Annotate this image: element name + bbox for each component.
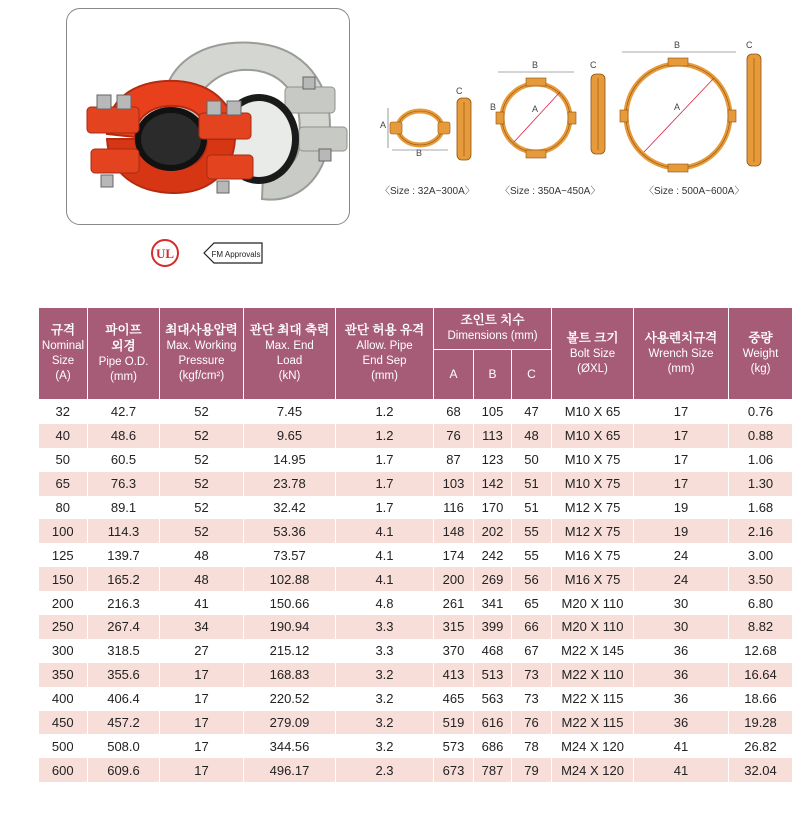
cell-dim-a: 116 xyxy=(434,496,474,520)
cell-end-sep: 4.1 xyxy=(336,543,434,567)
fm-approvals-mark xyxy=(202,238,264,273)
cell-max-pressure: 17 xyxy=(160,758,244,782)
cell-bolt-size: M22 X 110 xyxy=(552,663,634,687)
cell-max-end-load: 53.36 xyxy=(244,519,336,543)
cell-max-pressure: 52 xyxy=(160,519,244,543)
cell-nominal-size: 80 xyxy=(39,496,88,520)
cell-wrench-size: 30 xyxy=(634,591,729,615)
cell-nominal-size: 500 xyxy=(39,734,88,758)
cell-dim-c: 55 xyxy=(512,519,552,543)
cell-max-end-load: 279.09 xyxy=(244,711,336,735)
cell-pipe-od: 60.5 xyxy=(88,448,160,472)
cell-end-sep: 1.7 xyxy=(336,472,434,496)
table-row xyxy=(39,543,793,567)
spec-table xyxy=(38,307,793,782)
cell-max-end-load: 344.56 xyxy=(244,734,336,758)
table-row xyxy=(39,567,793,591)
cell-bolt-size: M12 X 75 xyxy=(552,519,634,543)
table-row xyxy=(39,496,793,520)
header-weight: 중량 Weight (kg) xyxy=(729,308,793,400)
cell-pipe-od: 89.1 xyxy=(88,496,160,520)
cell-weight: 12.68 xyxy=(729,639,793,663)
cell-dim-c: 55 xyxy=(512,543,552,567)
cell-dim-b: 787 xyxy=(474,758,512,782)
svg-text:B: B xyxy=(674,40,681,50)
cell-max-end-load: 7.45 xyxy=(244,400,336,424)
cell-pipe-od: 609.6 xyxy=(88,758,160,782)
header-max-pressure: 최대사용압력 Max. Working Pressure (kgf/cm²) xyxy=(160,308,244,400)
cell-pipe-od: 457.2 xyxy=(88,711,160,735)
cell-weight: 19.28 xyxy=(729,711,793,735)
diagram-caption-small: 〈Size : 32A~300A〉 xyxy=(380,186,475,197)
cell-max-pressure: 52 xyxy=(160,424,244,448)
cell-dim-a: 148 xyxy=(434,519,474,543)
cell-wrench-size: 36 xyxy=(634,687,729,711)
cell-bolt-size: M22 X 115 xyxy=(552,711,634,735)
cell-dim-a: 673 xyxy=(434,758,474,782)
cell-dim-a: 200 xyxy=(434,567,474,591)
cell-max-pressure: 41 xyxy=(160,591,244,615)
cell-max-end-load: 9.65 xyxy=(244,424,336,448)
cell-weight: 1.06 xyxy=(729,448,793,472)
cell-nominal-size: 450 xyxy=(39,711,88,735)
cell-nominal-size: 65 xyxy=(39,472,88,496)
cell-dim-b: 123 xyxy=(474,448,512,472)
cell-nominal-size: 125 xyxy=(39,543,88,567)
cell-dim-b: 686 xyxy=(474,734,512,758)
cell-nominal-size: 600 xyxy=(39,758,88,782)
fm-mark-text: FM Approvals xyxy=(211,250,261,259)
cell-dim-c: 47 xyxy=(512,400,552,424)
cell-dim-b: 269 xyxy=(474,567,512,591)
header-dim-c: C xyxy=(512,350,552,400)
cell-max-pressure: 52 xyxy=(160,472,244,496)
cell-pipe-od: 508.0 xyxy=(88,734,160,758)
cell-max-pressure: 52 xyxy=(160,496,244,520)
svg-text:A: A xyxy=(532,104,539,114)
svg-text:C: C xyxy=(590,60,597,70)
cell-wrench-size: 36 xyxy=(634,711,729,735)
cell-bolt-size: M20 X 110 xyxy=(552,615,634,639)
cell-dim-a: 174 xyxy=(434,543,474,567)
cell-end-sep: 4.1 xyxy=(336,519,434,543)
cell-max-pressure: 48 xyxy=(160,567,244,591)
cell-dim-b: 513 xyxy=(474,663,512,687)
cell-max-end-load: 150.66 xyxy=(244,591,336,615)
cell-dim-b: 105 xyxy=(474,400,512,424)
cell-dim-a: 519 xyxy=(434,711,474,735)
cell-dim-b: 242 xyxy=(474,543,512,567)
cell-bolt-size: M12 X 75 xyxy=(552,496,634,520)
cell-max-pressure: 17 xyxy=(160,734,244,758)
cell-bolt-size: M10 X 65 xyxy=(552,424,634,448)
cell-pipe-od: 406.4 xyxy=(88,687,160,711)
svg-text:C: C xyxy=(456,86,463,96)
cell-weight: 18.66 xyxy=(729,687,793,711)
cell-weight: 6.80 xyxy=(729,591,793,615)
cell-bolt-size: M22 X 115 xyxy=(552,687,634,711)
cell-end-sep: 3.2 xyxy=(336,734,434,758)
cell-dim-a: 103 xyxy=(434,472,474,496)
cell-pipe-od: 355.6 xyxy=(88,663,160,687)
cell-dim-a: 87 xyxy=(434,448,474,472)
table-row xyxy=(39,687,793,711)
cell-end-sep: 3.2 xyxy=(336,711,434,735)
cell-end-sep: 3.3 xyxy=(336,615,434,639)
diagram-medium-side xyxy=(586,60,610,165)
cell-pipe-od: 216.3 xyxy=(88,591,160,615)
cell-dim-c: 73 xyxy=(512,663,552,687)
cell-weight: 3.00 xyxy=(729,543,793,567)
cell-end-sep: 1.7 xyxy=(336,448,434,472)
product-photo xyxy=(66,8,350,225)
cell-bolt-size: M22 X 145 xyxy=(552,639,634,663)
cell-dim-c: 48 xyxy=(512,424,552,448)
header-dim-b: B xyxy=(474,350,512,400)
table-row xyxy=(39,591,793,615)
diagram-medium-coupling xyxy=(486,60,586,175)
cell-pipe-od: 267.4 xyxy=(88,615,160,639)
cell-dim-a: 413 xyxy=(434,663,474,687)
cell-weight: 8.82 xyxy=(729,615,793,639)
ul-mark-text: UL xyxy=(155,246,175,261)
svg-text:A: A xyxy=(380,120,387,130)
cell-max-pressure: 17 xyxy=(160,663,244,687)
cell-end-sep: 4.1 xyxy=(336,567,434,591)
cell-dim-c: 51 xyxy=(512,472,552,496)
svg-text:B: B xyxy=(490,102,497,112)
cell-nominal-size: 50 xyxy=(39,448,88,472)
header-end-sep: 관단 허용 유격 Allow. Pipe End Sep (mm) xyxy=(336,308,434,400)
cell-dim-a: 68 xyxy=(434,400,474,424)
cell-dim-b: 170 xyxy=(474,496,512,520)
cell-end-sep: 4.8 xyxy=(336,591,434,615)
table-row xyxy=(39,424,793,448)
cell-wrench-size: 36 xyxy=(634,639,729,663)
cell-bolt-size: M10 X 75 xyxy=(552,472,634,496)
cell-bolt-size: M16 X 75 xyxy=(552,543,634,567)
cell-weight: 0.76 xyxy=(729,400,793,424)
cell-wrench-size: 41 xyxy=(634,734,729,758)
cell-dim-b: 341 xyxy=(474,591,512,615)
cell-dim-c: 66 xyxy=(512,615,552,639)
table-row xyxy=(39,400,793,424)
cell-pipe-od: 42.7 xyxy=(88,400,160,424)
cell-bolt-size: M24 X 120 xyxy=(552,758,634,782)
cell-weight: 2.16 xyxy=(729,519,793,543)
cell-dim-b: 113 xyxy=(474,424,512,448)
header-pipe-od: 파이프 외경 Pipe O.D. (mm) xyxy=(88,308,160,400)
cell-nominal-size: 150 xyxy=(39,567,88,591)
cell-max-end-load: 496.17 xyxy=(244,758,336,782)
cell-max-pressure: 52 xyxy=(160,400,244,424)
table-row xyxy=(39,639,793,663)
cell-dim-b: 142 xyxy=(474,472,512,496)
ul-certification-mark xyxy=(150,238,180,273)
diagram-large-coupling xyxy=(618,40,740,181)
header-dim-a: A xyxy=(434,350,474,400)
cell-bolt-size: M16 X 75 xyxy=(552,567,634,591)
cell-nominal-size: 400 xyxy=(39,687,88,711)
cell-pipe-od: 318.5 xyxy=(88,639,160,663)
cell-nominal-size: 40 xyxy=(39,424,88,448)
cell-dim-a: 370 xyxy=(434,639,474,663)
cell-weight: 32.04 xyxy=(729,758,793,782)
cell-nominal-size: 200 xyxy=(39,591,88,615)
cell-dim-a: 315 xyxy=(434,615,474,639)
cell-pipe-od: 165.2 xyxy=(88,567,160,591)
cell-dim-c: 76 xyxy=(512,711,552,735)
diagram-caption-large: 〈Size : 500A~600A〉 xyxy=(644,186,745,197)
spec-table-body xyxy=(39,400,793,783)
cell-end-sep: 3.2 xyxy=(336,663,434,687)
diagram-large-side xyxy=(742,40,766,175)
cell-end-sep: 1.2 xyxy=(336,424,434,448)
cell-max-end-load: 220.52 xyxy=(244,687,336,711)
cell-max-pressure: 52 xyxy=(160,448,244,472)
svg-text:B: B xyxy=(416,148,423,158)
table-row xyxy=(39,663,793,687)
cell-weight: 16.64 xyxy=(729,663,793,687)
cell-dim-c: 50 xyxy=(512,448,552,472)
table-row xyxy=(39,472,793,496)
cell-max-end-load: 14.95 xyxy=(244,448,336,472)
cell-dim-c: 67 xyxy=(512,639,552,663)
cell-dim-c: 51 xyxy=(512,496,552,520)
cell-wrench-size: 17 xyxy=(634,472,729,496)
cell-dim-b: 563 xyxy=(474,687,512,711)
cell-wrench-size: 17 xyxy=(634,424,729,448)
header-max-end-load: 관단 최대 축력 Max. End Load (kN) xyxy=(244,308,336,400)
cell-nominal-size: 350 xyxy=(39,663,88,687)
cell-dim-c: 79 xyxy=(512,758,552,782)
cell-weight: 0.88 xyxy=(729,424,793,448)
cell-max-pressure: 17 xyxy=(160,687,244,711)
cell-dim-c: 73 xyxy=(512,687,552,711)
cell-max-end-load: 215.12 xyxy=(244,639,336,663)
cell-weight: 1.68 xyxy=(729,496,793,520)
cell-max-pressure: 48 xyxy=(160,543,244,567)
cell-pipe-od: 114.3 xyxy=(88,519,160,543)
svg-text:B: B xyxy=(532,60,539,70)
svg-text:C: C xyxy=(746,40,753,50)
cell-bolt-size: M24 X 120 xyxy=(552,734,634,758)
diagram-small-side xyxy=(452,86,476,167)
cell-wrench-size: 24 xyxy=(634,567,729,591)
cell-dim-a: 261 xyxy=(434,591,474,615)
cell-wrench-size: 17 xyxy=(634,448,729,472)
cell-weight: 3.50 xyxy=(729,567,793,591)
cell-max-pressure: 27 xyxy=(160,639,244,663)
cell-max-pressure: 34 xyxy=(160,615,244,639)
table-row xyxy=(39,519,793,543)
cell-bolt-size: M20 X 110 xyxy=(552,591,634,615)
header-dimensions: 조인트 치수 Dimensions (mm) xyxy=(434,308,552,350)
header-wrench-size: 사용렌치규격 Wrench Size (mm) xyxy=(634,308,729,400)
cell-wrench-size: 36 xyxy=(634,663,729,687)
cell-dim-b: 399 xyxy=(474,615,512,639)
cell-end-sep: 1.2 xyxy=(336,400,434,424)
table-row xyxy=(39,448,793,472)
diagram-caption-medium: 〈Size : 350A~450A〉 xyxy=(500,186,601,197)
cell-bolt-size: M10 X 75 xyxy=(552,448,634,472)
coupling-image xyxy=(67,9,349,224)
cell-dim-c: 65 xyxy=(512,591,552,615)
table-row xyxy=(39,615,793,639)
cell-max-end-load: 168.83 xyxy=(244,663,336,687)
cell-weight: 1.30 xyxy=(729,472,793,496)
cell-pipe-od: 139.7 xyxy=(88,543,160,567)
cell-dim-a: 573 xyxy=(434,734,474,758)
table-row xyxy=(39,734,793,758)
cell-end-sep: 2.3 xyxy=(336,758,434,782)
cell-end-sep: 1.7 xyxy=(336,496,434,520)
cell-dim-b: 202 xyxy=(474,519,512,543)
cell-wrench-size: 24 xyxy=(634,543,729,567)
cell-dim-a: 76 xyxy=(434,424,474,448)
cell-max-end-load: 102.88 xyxy=(244,567,336,591)
cell-dim-b: 468 xyxy=(474,639,512,663)
svg-text:A: A xyxy=(674,102,681,112)
cell-pipe-od: 76.3 xyxy=(88,472,160,496)
cell-end-sep: 3.2 xyxy=(336,687,434,711)
cell-wrench-size: 17 xyxy=(634,400,729,424)
cell-max-end-load: 73.57 xyxy=(244,543,336,567)
cell-nominal-size: 250 xyxy=(39,615,88,639)
cell-nominal-size: 100 xyxy=(39,519,88,543)
header-bolt-size: 볼트 크기 Bolt Size (ØXL) xyxy=(552,308,634,400)
header-nominal-size: 규격 Nominal Size (A) xyxy=(39,308,88,400)
cell-dim-c: 56 xyxy=(512,567,552,591)
cell-weight: 26.82 xyxy=(729,734,793,758)
cell-max-end-load: 190.94 xyxy=(244,615,336,639)
cell-dim-a: 465 xyxy=(434,687,474,711)
table-row xyxy=(39,758,793,782)
cell-max-pressure: 17 xyxy=(160,711,244,735)
cell-wrench-size: 30 xyxy=(634,615,729,639)
cell-dim-c: 78 xyxy=(512,734,552,758)
cell-pipe-od: 48.6 xyxy=(88,424,160,448)
cell-wrench-size: 19 xyxy=(634,519,729,543)
cell-nominal-size: 32 xyxy=(39,400,88,424)
cell-max-end-load: 32.42 xyxy=(244,496,336,520)
cell-bolt-size: M10 X 65 xyxy=(552,400,634,424)
cell-wrench-size: 41 xyxy=(634,758,729,782)
cell-end-sep: 3.3 xyxy=(336,639,434,663)
cell-max-end-load: 23.78 xyxy=(244,472,336,496)
cell-nominal-size: 300 xyxy=(39,639,88,663)
cell-wrench-size: 19 xyxy=(634,496,729,520)
table-row xyxy=(39,711,793,735)
cell-dim-b: 616 xyxy=(474,711,512,735)
